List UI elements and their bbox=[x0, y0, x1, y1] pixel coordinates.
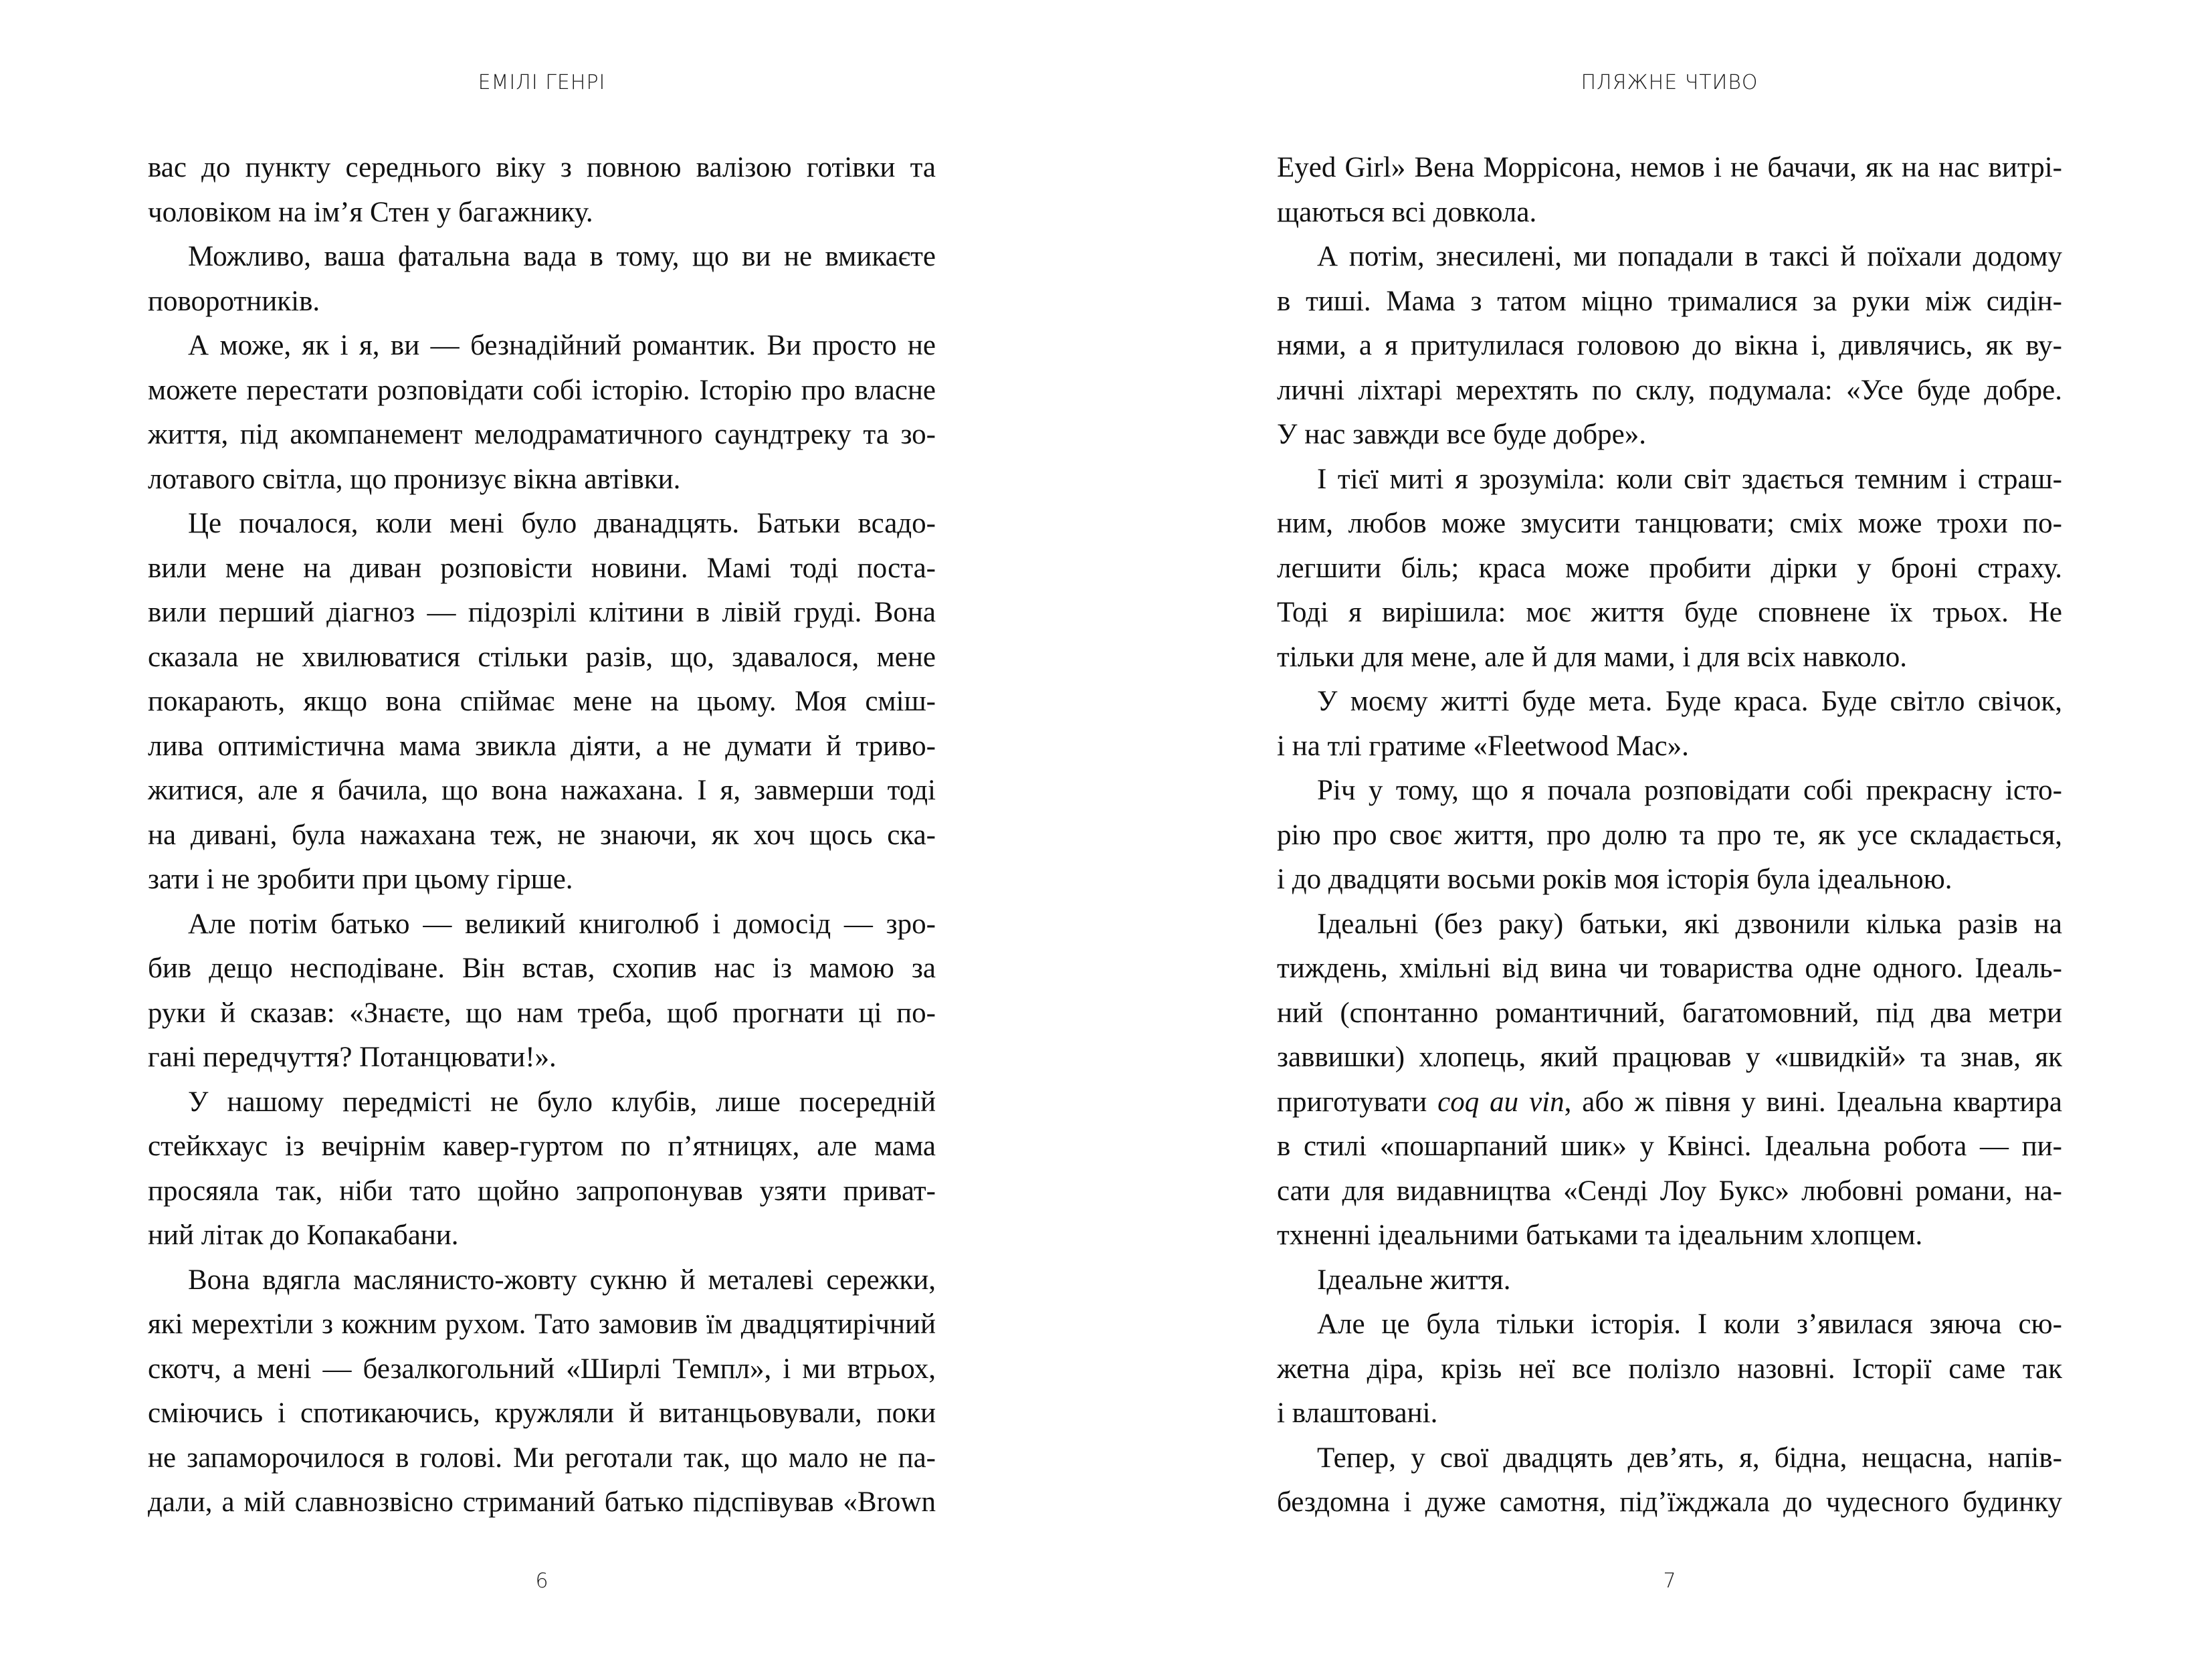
text-run: приготувати bbox=[1277, 1086, 1438, 1118]
right-page bbox=[1106, 0, 2212, 1659]
text-line: легшити біль; краса може пробити дірки у броні страху. bbox=[1277, 552, 2062, 584]
text-line: сказала не хвилюватися стільки разів, що, здавалося, мене bbox=[148, 641, 936, 673]
page-number-left: 6 bbox=[535, 1569, 548, 1593]
text-line: поворотників. bbox=[148, 285, 320, 317]
text-line: бив дещо несподіване. Він встав, схопив нас із мамою за bbox=[148, 953, 936, 984]
text-line: дали, а мій славнозвісно стриманий батько підспівував «Brown bbox=[148, 1486, 936, 1518]
text-line: ний (спонтанно романтичний, багатомовний, під два метри bbox=[1277, 997, 2062, 1029]
text-line: вили перший діагноз — підозрілі клітини в лівій груді. Вона bbox=[148, 597, 936, 628]
text-line: Вона вдягла маслянисто-жовту сукню й металеві сережки, bbox=[188, 1264, 936, 1296]
text-line: житися, але я бачила, що вона нажахана. І я, завмерши тоді bbox=[148, 775, 936, 806]
text-line: в стилі «пошарпаний шик» у Квінсі. Ідеальна робота — пи- bbox=[1277, 1131, 2062, 1162]
text-run: , або ж півня у вині. Ідеальна квартира bbox=[1564, 1086, 2062, 1118]
text-line: сміючись і спотикаючись, кружляли й витанцьовували, поки bbox=[148, 1397, 936, 1429]
text-line: Але потім батько — великий книголюб і домосід — зро- bbox=[188, 908, 936, 940]
text-line: заввишки) хлопець, який працював у «швидкій» та знав, як bbox=[1277, 1042, 2062, 1073]
text-line: Але це була тільки історія. І коли з’явилася зяюча сю- bbox=[1317, 1308, 2062, 1340]
text-line: гані передчуття? Потанцювати!». bbox=[148, 1042, 557, 1073]
text-line: в тиші. Мама з татом міцно трималися за руки між сидін- bbox=[1277, 285, 2062, 317]
text-line: просяяла так, ніби тато щойно запропонував узяти приват- bbox=[148, 1175, 936, 1207]
text-line: тиждень, хмільні від вина чи товариства одне одного. Ідеаль- bbox=[1277, 953, 2062, 984]
text-line: У нас завжди все буде добре». bbox=[1277, 419, 1646, 450]
text-line: життя, під акомпанемент мелодраматичного саундтреку та зо- bbox=[148, 419, 936, 450]
text-line: вили мене на диван розповісти новини. Мамі тоді поста- bbox=[148, 552, 936, 584]
text-line bbox=[1277, 1080, 2062, 1125]
text-line: і влаштовані. bbox=[1277, 1397, 1438, 1429]
text-line: які мерехтіли з кожним рухом. Тато замовив їм двадцятирічний bbox=[148, 1308, 936, 1340]
text-line: тільки для мене, але й для мами, і для всіх навколо. bbox=[1277, 641, 1907, 673]
text-line: Річ у тому, що я почала розповідати собі прекрасну істо- bbox=[1317, 775, 2062, 806]
text-line: бездомна і дуже самотня, під’їжджала до чудесного будинку bbox=[1277, 1486, 2062, 1518]
text-line: і на тлі гратиме «Fleetwood Mac». bbox=[1277, 730, 1689, 762]
text-line: жетна діра, крізь неї все полізло назовні. Історії саме так bbox=[1277, 1353, 2062, 1385]
text-line: чоловіком на ім’я Стен у багажнику. bbox=[148, 196, 593, 228]
text-line: ним, любов може змусити танцювати; сміх може трохи по- bbox=[1277, 508, 2062, 539]
text-line: на дивані, була нажахана теж, не знаючи, як хоч щось ска- bbox=[148, 819, 936, 851]
text-line: І тієї миті я зрозуміла: коли світ здається темним і страш- bbox=[1317, 463, 2062, 495]
italic-phrase: coq au vin bbox=[1437, 1086, 1565, 1118]
running-head-title: ПЛЯЖНЕ ЧТИВО bbox=[1581, 71, 1758, 94]
page-number-right: 7 bbox=[1663, 1569, 1676, 1593]
text-line: Тоді я вирішила: моє життя буде сповнене їх трьох. Не bbox=[1277, 597, 2062, 628]
text-line: лива оптимістична мама звикла діяти, а не думати й триво- bbox=[148, 730, 936, 762]
text-line: скотч, а мені — безалкогольний «Ширлі Темпл», і ми втрьох, bbox=[148, 1353, 936, 1385]
text-line: не запаморочилося в голові. Ми реготали так, що мало не па- bbox=[148, 1442, 936, 1474]
body-text-left bbox=[148, 146, 936, 1525]
text-line: і до двадцяти восьми років моя історія була ідеальною. bbox=[1277, 864, 1952, 895]
text-line: сати для видавництва «Сенді Лоу Букс» любовні романи, на- bbox=[1277, 1175, 2062, 1207]
text-line: можете перестати розповідати собі історію. Історію про власне bbox=[148, 374, 936, 406]
text-line: Це почалося, коли мені було дванадцять. Батьки всадо- bbox=[188, 508, 936, 539]
text-line: нями, а я притулилася головою до вікна і, дивлячись, як ву- bbox=[1277, 330, 2062, 361]
text-line: рію про своє життя, про долю та про те, як усе складається, bbox=[1277, 819, 2062, 851]
text-line: руки й сказав: «Знаєте, що нам треба, щоб прогнати ці по- bbox=[148, 997, 936, 1029]
text-line: Можливо, ваша фатальна вада в тому, що ви не вмикаєте bbox=[188, 241, 936, 272]
text-line: лотавого світла, що пронизує вікна автівки. bbox=[148, 463, 681, 495]
text-line: вас до пункту середнього віку з повною валізою готівки та bbox=[148, 152, 936, 183]
text-line: покарають, якщо вона спіймає мене на цьому. Моя сміш- bbox=[148, 686, 936, 717]
text-line: зати і не зробити при цьому гірше. bbox=[148, 864, 573, 895]
text-line: У нашому передмісті не було клубів, лише посередній bbox=[188, 1086, 936, 1118]
text-line: ний літак до Копакабани. bbox=[148, 1219, 459, 1251]
text-line: Ідеальні (без раку) батьки, які дзвонили кілька разів на bbox=[1317, 908, 2062, 940]
text-line: А потім, знесилені, ми попадали в таксі й поїхали додому bbox=[1317, 241, 2062, 272]
text-line: Тепер, у свої двадцять дев’ять, я, бідна, нещасна, напів- bbox=[1317, 1442, 2062, 1474]
text-line: Eyed Girl» Вена Моррісона, немов і не бачачи, як на нас витрі- bbox=[1277, 152, 2062, 183]
text-line: А може, як і я, ви — безнадійний романтик. Ви просто не bbox=[188, 330, 936, 361]
text-line: личні ліхтарі мерехтять по склу, подумала: «Усе буде добре. bbox=[1277, 374, 2062, 406]
text-line: Ідеальне життя. bbox=[1317, 1264, 1511, 1296]
text-line: У моєму житті буде мета. Буде краса. Буде світло свічок, bbox=[1317, 686, 2062, 717]
text-line: стейкхаус із вечірнім кавер-гуртом по п’ятницях, але мама bbox=[148, 1131, 936, 1162]
text-line: щаються всі довкола. bbox=[1277, 196, 1537, 228]
text-line: тхненні ідеальними батьками та ідеальним хлопцем. bbox=[1277, 1219, 1923, 1251]
running-head-author: ЕМІЛІ ГЕНРІ bbox=[478, 71, 606, 94]
body-text-right bbox=[1277, 146, 2062, 1525]
